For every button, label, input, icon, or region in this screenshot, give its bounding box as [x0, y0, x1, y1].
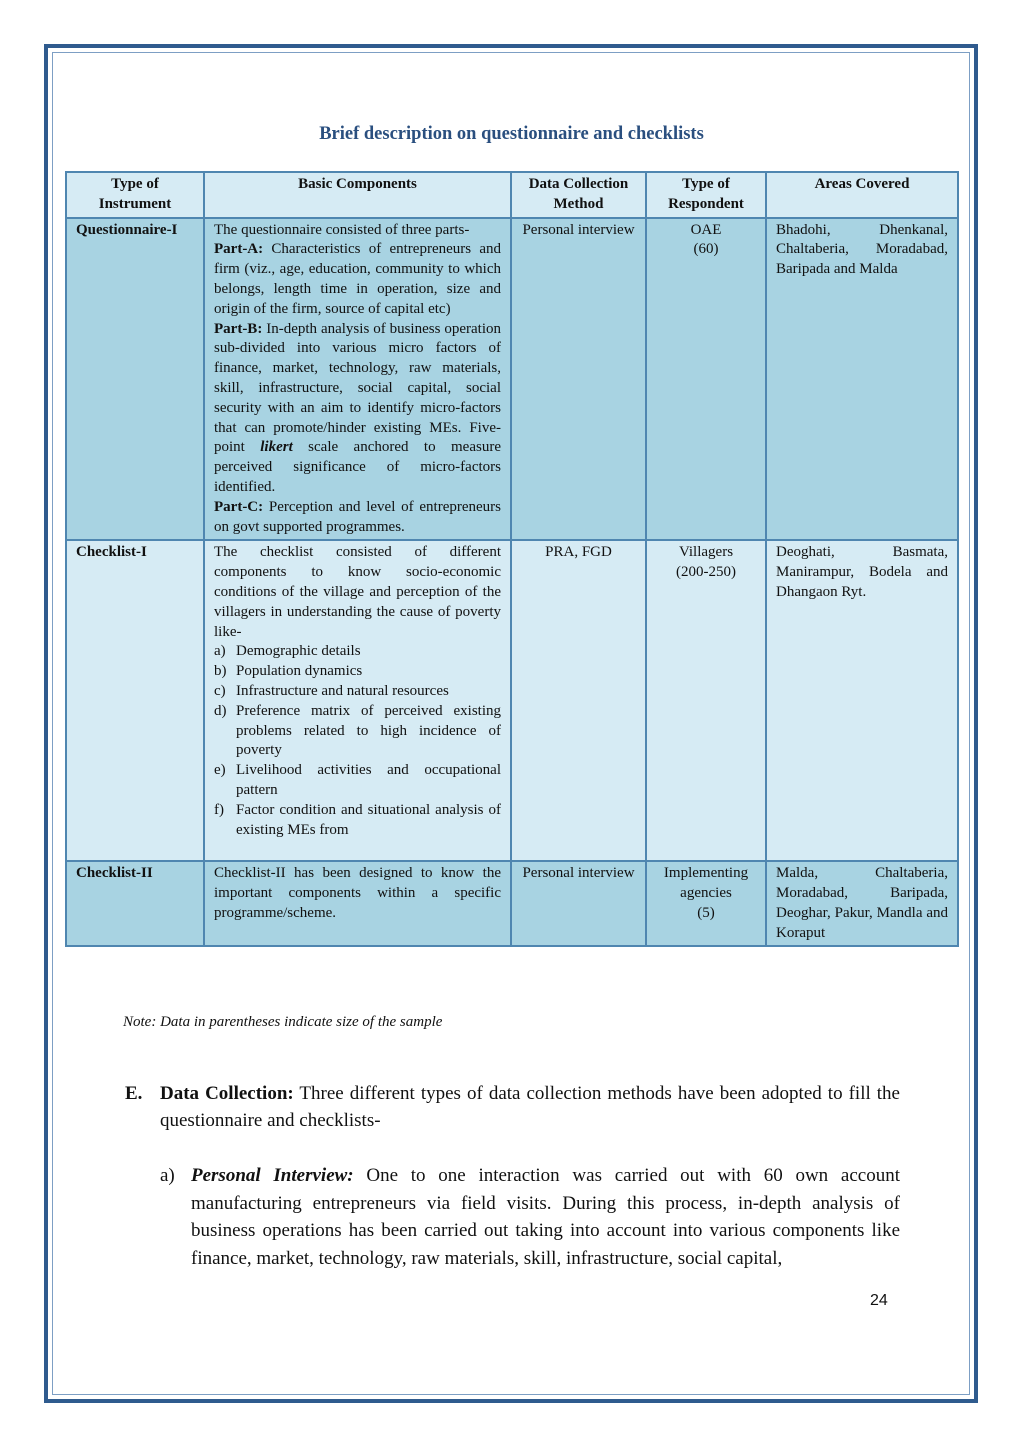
part-c-label: Part-C:: [214, 498, 264, 515]
row-type: Checklist-II: [66, 861, 204, 946]
list-item: e) Livelihood activities and occupational pattern: [214, 762, 501, 798]
row-respondent: [646, 861, 766, 946]
header-basic-components: Basic Components: [204, 172, 511, 218]
item-personal-interview: [160, 1162, 900, 1272]
table-header-row: [66, 172, 958, 218]
part-b-likert: likert: [260, 439, 293, 456]
respondent-type: Implementing agencies: [663, 865, 749, 902]
table-note: Note: Data in parentheses indicate size of the sample: [123, 1014, 443, 1030]
table-title: Brief description on questionnaire and checklists: [319, 124, 704, 144]
row-basic-components: [204, 540, 511, 861]
row-basic-components: Checklist-II has been designed to know the important components within a specific programme/scheme.: [204, 861, 511, 946]
list-item: b) Population dynamics: [214, 663, 363, 680]
row-method: Personal interview: [511, 861, 646, 946]
list-item: c) Infrastructure and natural resources: [214, 682, 449, 699]
row-method: Personal interview: [511, 218, 646, 541]
row-areas: Malda, Chaltaberia, Moradabad, Baripada, Deoghar, Pakur, Mandla and Koraput: [766, 861, 958, 946]
table-row: [66, 540, 958, 861]
row-type: Checklist-I: [66, 540, 204, 861]
part-c: [214, 498, 501, 538]
header-areas-covered: Areas Covered: [766, 172, 958, 218]
row-respondent: [646, 218, 766, 541]
row-basic-components: [204, 218, 511, 541]
respondent-type: OAE: [690, 221, 722, 238]
part-a: [214, 240, 501, 319]
page-border-accent: [56, 44, 966, 52]
section-text: Three different types of data collection methods have been adopted to fill the questionnaire and checklists-: [160, 1083, 900, 1131]
section-heading: Data Collection:: [160, 1083, 294, 1104]
row-areas: Deoghati, Basmata, Manirampur, Bodela and Dhangaon Ryt.: [766, 540, 958, 861]
row-areas: Bhadohi, Dhenkanal, Chaltaberia, Moradabad, Baripada and Malda: [766, 218, 958, 541]
table-row: [66, 218, 958, 541]
row-type: Questionnaire-I: [66, 218, 204, 541]
table-row: [66, 861, 958, 946]
part-b-text: In-depth analysis of business operation sub-divided into various micro factors of finance, market, technology, raw materials, skill, infrastructure, social capital, social security with an aim to identify micro-factors that can promote/hinder existing MEs. Five-point: [214, 320, 501, 456]
basic-intro: The questionnaire consisted of three parts-: [214, 221, 470, 238]
part-a-label: Part-A:: [214, 241, 264, 258]
section-letter: E.: [125, 1083, 143, 1104]
list-item: d) Preference matrix of perceived existing problems related to high incidence of poverty: [214, 702, 501, 759]
part-b-text-end: scale anchored to measure perceived significance of micro-factors identified.: [214, 439, 501, 495]
section-paragraph: [160, 1080, 900, 1134]
respondent-size: (5): [697, 904, 715, 921]
basic-intro: The checklist consisted of different components to know socio-economic conditions of the village and perception of the villagers in understanding the cause of poverty like-: [214, 544, 501, 640]
section-data-collection: [125, 1080, 900, 1134]
item-text: One to one interaction was carried out with 60 own account manufacturing entrepreneurs via field visits. During this process, in-depth analysis of business operations has been carried out taking into account into various components like finance, market, technology, raw materials, skill, infrastructure, social capital,: [191, 1165, 900, 1269]
respondent-size: (60): [693, 241, 719, 258]
page-number: 24: [870, 1292, 888, 1309]
part-c-text: Perception and level of entrepreneurs on govt supported programmes.: [214, 498, 501, 535]
respondent-size: (200-250): [676, 564, 736, 581]
row-respondent: [646, 540, 766, 861]
item-letter: a): [160, 1165, 175, 1186]
header-data-collection-method: Data Collection Method: [511, 172, 646, 218]
list-item: a) Demographic details: [214, 643, 361, 660]
header-type-of-instrument: Type of Instrument: [66, 172, 204, 218]
instrument-table: [65, 171, 959, 947]
respondent-type: Villagers: [678, 544, 734, 561]
part-b: [214, 320, 501, 498]
list-item: f) Factor condition and situational analysis of existing MEs from: [214, 801, 501, 838]
component-list: [214, 642, 501, 840]
item-paragraph: [191, 1162, 900, 1272]
part-a-text: Characteristics of entrepreneurs and firm (viz., age, education, community to which belongs, length time in operation, size and origin of the firm, source of capital etc): [214, 241, 501, 317]
item-heading: Personal Interview:: [191, 1165, 354, 1186]
header-type-of-respondent: Type of Respondent: [646, 172, 766, 218]
row-method: PRA, FGD: [511, 540, 646, 861]
part-b-label: Part-B:: [214, 320, 263, 337]
